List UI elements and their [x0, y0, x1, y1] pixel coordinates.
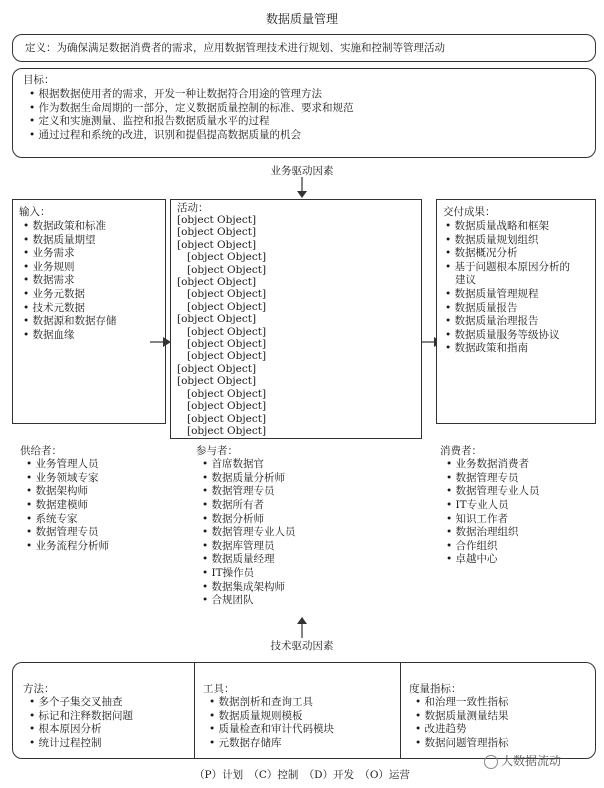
- participant-item: • 数据集成架构师: [202, 581, 296, 595]
- participant-item: • 数据分析师: [202, 513, 296, 527]
- metric-item: • 数据质量测量结果: [415, 710, 509, 724]
- deliverable-item: • 数据质量报告: [445, 302, 570, 316]
- activity-subitem: [object Object]: [187, 424, 267, 437]
- method-item: • 标记和注释数据问题: [29, 710, 133, 724]
- supplier-item: • 数据架构师: [26, 485, 109, 499]
- input-item: • 数据需求: [23, 274, 117, 288]
- participant-item: • 合规团队: [202, 594, 296, 608]
- technical-drivers-arrow: [295, 616, 309, 638]
- input-item: • 业务规则: [23, 261, 117, 275]
- activity-subitem: [object Object]: [187, 288, 267, 301]
- goals-box: [12, 68, 596, 158]
- activity-subitem: [object Object]: [187, 325, 267, 338]
- activities-list: [177, 214, 266, 437]
- technical-drivers-label: 技术驱动因素: [270, 640, 334, 652]
- consumers-section: [440, 445, 540, 567]
- metrics-list: [409, 696, 509, 750]
- deliverable-item: • 基于问题根本原因分析的: [445, 261, 570, 275]
- participant-item: • 数据管理专业人员: [202, 526, 296, 540]
- supplier-item: • 数据建模师: [26, 499, 109, 513]
- inputs-to-activities-arrow: [150, 335, 172, 349]
- goal-item: • 根据数据使用者的需求，开发一种让数据符合用途的管理方法: [29, 88, 354, 102]
- tool-item: • 数据剖析和查询工具: [209, 696, 334, 710]
- method-item: • 根本原因分析: [29, 723, 133, 737]
- participant-item: • 数据所有者: [202, 499, 296, 513]
- suppliers-list: [20, 458, 109, 553]
- deliverable-item: • 数据质量战略和框架: [445, 220, 570, 234]
- consumer-item: • IT专业人员: [446, 499, 540, 513]
- consumer-item: • 数据治理组织: [446, 526, 540, 540]
- legend: （P）计划 （C）控制 （D）开发 （O）运营: [194, 769, 410, 781]
- techniques-box: [12, 662, 596, 759]
- participants-label: 参与者：: [196, 445, 238, 457]
- consumer-item: • 知识工作者: [446, 513, 540, 527]
- activities-box: [170, 199, 422, 439]
- activity-item: [object Object]: [177, 362, 257, 375]
- activity-item: [object Object]: [177, 214, 257, 226]
- methods-list: [23, 696, 133, 750]
- activity-subitem: [object Object]: [187, 338, 267, 351]
- methods-section: [23, 683, 133, 751]
- participant-item: • 数据管理专员: [202, 485, 296, 499]
- deliverables-label: 交付成果：: [443, 206, 496, 218]
- goals-list: [29, 88, 354, 142]
- metric-item: • 数据问题管理指标: [415, 737, 509, 751]
- tools-section: [203, 683, 334, 751]
- deliverable-item: • 数据质量服务等级协议: [445, 329, 570, 343]
- activity-subitem: [object Object]: [187, 412, 267, 425]
- activity-subitem: [object Object]: [187, 300, 267, 313]
- inputs-label: 输入：: [19, 206, 51, 218]
- diagram-title: 数据质量管理: [265, 12, 338, 26]
- consumer-item: • 数据管理专业人员: [446, 485, 540, 499]
- watermark: [484, 752, 561, 769]
- supplier-item: • 数据管理专员: [26, 526, 109, 540]
- method-item: • 统计过程控制: [29, 737, 133, 751]
- definition-text: 定义：为确保满足数据消费者的需求，应用数据管理技术进行规划、实施和控制等管理活动: [25, 42, 445, 54]
- tools-label: 工具：: [203, 683, 235, 695]
- participant-item: • IT操作员: [202, 567, 296, 581]
- goals-label: 目标：: [23, 74, 55, 86]
- participant-item: • 数据库管理员: [202, 540, 296, 554]
- activity-subitem: [object Object]: [187, 350, 267, 363]
- participant-item: • 数据质量分析师: [202, 472, 296, 486]
- input-item: • 数据政策和标准: [23, 220, 117, 234]
- input-item: • 业务元数据: [23, 288, 117, 302]
- activity-item: [object Object]: [177, 375, 257, 388]
- supplier-item: • 业务流程分析师: [26, 540, 109, 554]
- participants-section: [196, 445, 296, 608]
- consumer-item: • 合作组织: [446, 540, 540, 554]
- deliverables-list: [445, 220, 570, 356]
- supplier-item: • 业务领域专家: [26, 472, 109, 486]
- metric-item: • 改进趋势: [415, 723, 509, 737]
- activity-subitem: [object Object]: [187, 263, 267, 276]
- tools-list: [203, 696, 334, 750]
- deliverable-item: • 数据政策和指南: [445, 342, 570, 356]
- participants-list: [196, 458, 296, 608]
- supplier-item: • 系统专家: [26, 513, 109, 527]
- deliverables-box: [436, 199, 596, 424]
- activity-subitem: [object Object]: [187, 387, 267, 400]
- input-item: • 数据血缘: [23, 329, 117, 343]
- goal-item: • 定义和实施测量、监控和报告数据质量水平的过程: [29, 115, 354, 129]
- activity-item: [object Object]: [177, 276, 257, 289]
- goal-item: • 作为数据生命周期的一部分，定义数据质量控制的标准、要求和规范: [29, 102, 354, 116]
- watermark-icon: [484, 755, 498, 769]
- suppliers-section: [20, 445, 109, 553]
- tool-item: • 数据质量规则模板: [209, 710, 334, 724]
- inputs-box: [12, 199, 166, 424]
- definition-box: [12, 34, 596, 62]
- input-item: • 技术元数据: [23, 302, 117, 316]
- consumers-label: 消费者：: [440, 445, 482, 457]
- supplier-item: • 业务管理人员: [26, 458, 109, 472]
- activity-item: [object Object]: [177, 238, 257, 251]
- activity-item: [object Object]: [177, 313, 257, 326]
- business-drivers-label: 业务驱动因素: [270, 165, 334, 177]
- consumer-item: • 数据管理专员: [446, 472, 540, 486]
- deliverable-item: • 数据概况分析: [445, 247, 570, 261]
- input-item: • 业务需求: [23, 247, 117, 261]
- activity-subitem: [object Object]: [187, 251, 267, 264]
- activity-subitem: [object Object]: [187, 400, 267, 413]
- watermark-text: 大数据流动: [501, 754, 562, 768]
- deliverable-item: • 数据质量治理报告: [445, 315, 570, 329]
- tool-item: • 质量检查和审计代码模块: [209, 723, 334, 737]
- participant-item: • 数据质量经理: [202, 553, 296, 567]
- input-item: • 数据源和数据存储: [23, 315, 117, 329]
- tool-item: • 元数据存储库: [209, 737, 334, 751]
- deliverable-item-continued: 建议: [455, 274, 476, 287]
- techniques-divider-2: [400, 663, 401, 758]
- inputs-list: [23, 220, 117, 342]
- participant-item: • 首席数据官: [202, 458, 296, 472]
- consumer-item: • 业务数据消费者: [446, 458, 540, 472]
- methods-label: 方法：: [23, 683, 55, 695]
- business-drivers-arrow: [295, 177, 309, 199]
- method-item: • 多个子集交叉抽查: [29, 696, 133, 710]
- deliverable-item: • 数据质量管理规程: [445, 288, 570, 302]
- metrics-section: [409, 683, 509, 751]
- consumers-list: [440, 458, 540, 567]
- activities-label: 活动：: [177, 202, 209, 214]
- techniques-divider-1: [194, 663, 195, 758]
- metrics-label: 度量指标：: [409, 683, 462, 695]
- suppliers-label: 供给者：: [20, 445, 62, 457]
- input-item: • 数据质量期望: [23, 234, 117, 248]
- metric-item: • 和治理一致性指标: [415, 696, 509, 710]
- goal-item: • 通过过程和系统的改进，识别和提倡提高数据质量的机会: [29, 129, 354, 143]
- deliverable-item: • 数据质量规划组织: [445, 234, 570, 248]
- consumer-item: • 卓越中心: [446, 553, 540, 567]
- activity-item: [object Object]: [177, 226, 257, 239]
